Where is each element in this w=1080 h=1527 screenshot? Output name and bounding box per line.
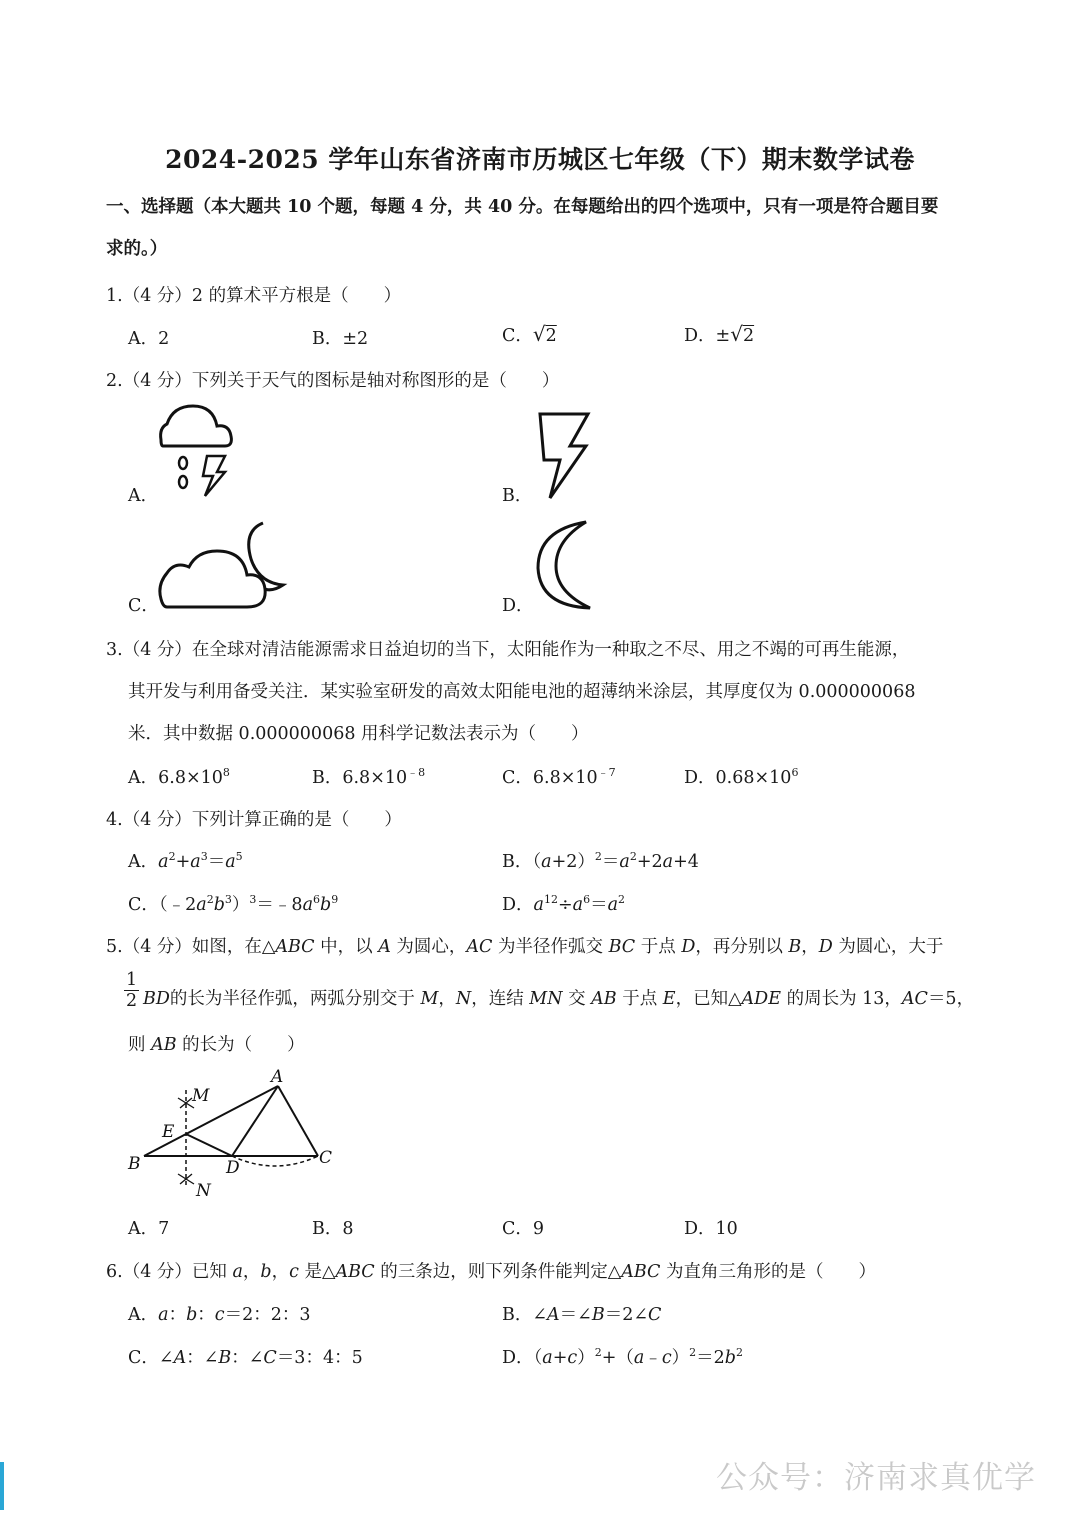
label-a: A [271,1067,284,1087]
q1-option-d: D．±√2 [684,322,755,346]
question-3-line-2: 其开发与利用备受关注．某实验室研发的高效太阳能电池的超薄纳米涂层，其厚度仅为 0.000000068 [128,682,916,702]
q2-option-d-label: D． [502,596,534,616]
left-edge-bar [0,1462,4,1510]
q5-geometry-figure [120,1060,350,1205]
lightning-bolt-icon [530,410,600,502]
section-heading: 一、选择题（本大题共 10 个题，每题 4 分，共 40 分。在每题给出的四个选项中，只有一项是符合题目要 求的。） [106,197,939,259]
q6-option-c: C．∠A：∠B：∠C＝3：4：5 [128,1348,363,1368]
q6-option-d: D．$(a+c)^2+(a﹣c)^2=2b^2$ [502,1346,743,1368]
q3-option-b: B．$6.8\times 10^{﹣8}$ [312,766,426,788]
question-5-line-2: BD的长为半径作弧，两弧分别交于 M，N，连结 MN 交 AB 于点 E，已知△ADE 的周长为 13，AC＝5， [143,989,975,1009]
segment-ac [278,1086,318,1156]
q5-option-b: B．8 [312,1219,354,1239]
question-6-stem: 6.（4 分）已知 a，b，c 是△ABC 的三条边，则下列条件能判定△ABC 为直角三角形的是（ ） [106,1262,876,1282]
q4-option-c: C．$(﹣2a^2b^3)^3=﹣8a^6b^9$ [128,893,339,915]
arc-dc [232,1156,318,1166]
q3-option-d: D．$0.68\times 10^6$ [684,766,799,788]
question-5-line-1: 5.（4 分）如图，在△ABC 中，以 A 为圆心，AC 为半径作弧交 BC 于点 D，再分别以 B，D 为圆心，大于 [106,937,944,957]
q6-option-a: A．a：b：c＝2：2：3 [128,1305,311,1325]
segment-ad [232,1086,278,1156]
label-n: N [196,1181,211,1201]
cloud-rain-lightning-icon [155,400,235,500]
q1-option-a: A．2 [128,329,170,349]
q4-option-d: D．$a^{12}\div a^6=a^2$ [502,893,626,915]
question-4-stem: 4.（4 分）下列计算正确的是（ ） [106,810,402,830]
q2-option-c-label: C． [128,596,159,616]
q2-option-b-label: B． [502,486,533,506]
question-5-line-3: 则 AB 的长为（ ） [128,1035,305,1055]
q5-option-c: C．9 [502,1219,545,1239]
question-1-stem: 1.（4 分）2 的算术平方根是（ ） [106,286,402,306]
segment-ed [186,1134,232,1156]
label-c: C [319,1148,333,1168]
q3-option-a: A．$6.8\times 10^8$ [128,766,230,788]
fraction-one-half: $\frac{1}{2}$ [126,970,138,1011]
crescent-moon-icon [530,518,605,613]
q4-option-b: B．$(a+2)^2=a^2+2a+4$ [502,850,699,872]
question-3-line-1: 3.（4 分）在全球对清洁能源需求日益迫切的当下，太阳能作为一种取之不尽、用之不竭的可再生能源， [106,640,910,660]
q2-option-a-label: A． [128,486,159,506]
page-title: 2024-2025 学年山东省济南市历城区七年级（下）期末数学试卷 [165,145,915,174]
question-2-stem: 2.（4 分）下列关于天气的图标是轴对称图形的是（ ） [106,371,560,391]
q1-option-b: B．±2 [312,329,369,349]
watermark: 公众号：济南求真优学 [716,1460,1036,1496]
label-b: B [128,1154,141,1174]
q5-option-d: D．10 [684,1219,738,1239]
q1-option-c: C．√2 [502,322,557,346]
cloud-moon-icon [155,515,290,615]
q5-option-a: A．7 [128,1219,170,1239]
question-3-line-3: 米．其中数据 0.000000068 用科学记数法表示为（ ） [128,724,589,744]
q4-option-a: A．$a^2+a^3=a^5$ [128,850,243,872]
label-m: M [192,1086,210,1106]
label-d: D [226,1158,240,1178]
q3-option-c: C．$6.8\times 10^{﹣7}$ [502,766,616,788]
q6-option-b: B．∠A＝∠B＝2∠C [502,1305,662,1325]
label-e: E [162,1122,175,1142]
